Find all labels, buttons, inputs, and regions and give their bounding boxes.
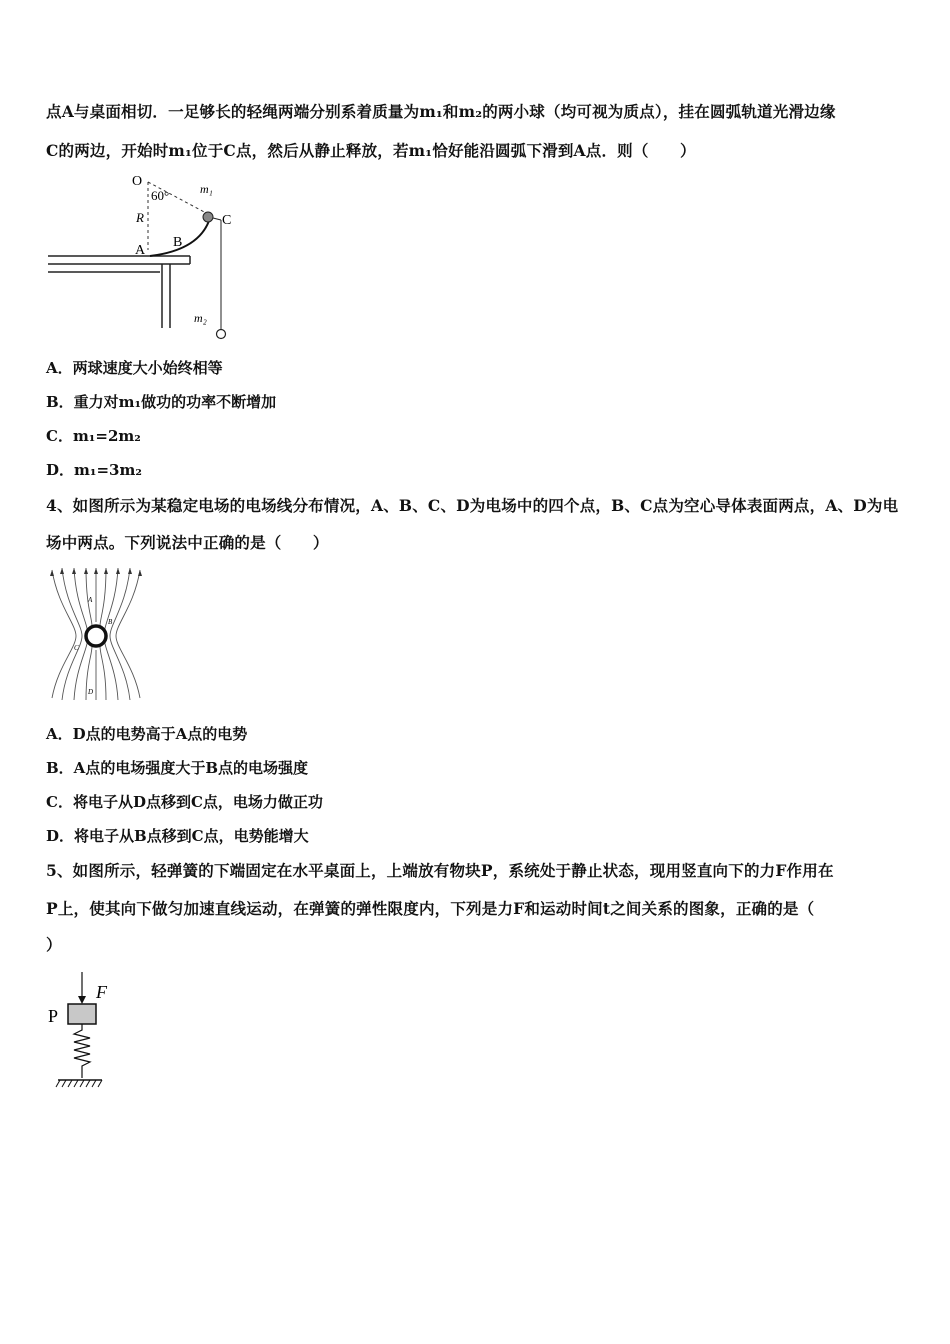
- label-angle: 60°: [151, 188, 170, 203]
- q3-text-line1: 点A与桌面相切．一足够长的轻绳两端分别系着质量为m₁和m₂的两小球（均可视为质点），挂在圆弧轨道光滑边缘: [46, 102, 836, 121]
- ball-m1: [203, 212, 213, 222]
- q4-text-line2: 场中两点。下列说法中正确的是（ ）: [46, 533, 329, 552]
- q5-figure-spring-block: [44, 970, 124, 1094]
- label-a: A: [135, 243, 146, 258]
- q3-option-c: C．m₁=2m₂: [46, 427, 141, 445]
- label-d: D: [88, 688, 94, 696]
- q5-text-line1: 5、如图所示，轻弹簧的下端固定在水平桌面上，上端放有物块P，系统处于静止状态，现用竖直向下的力F作用在: [46, 861, 834, 880]
- q3-figure-circular-track: [40, 168, 240, 344]
- q3-option-a: A．两球速度大小始终相等: [46, 359, 223, 377]
- label-c: C: [74, 644, 79, 652]
- label-a: A: [88, 596, 93, 604]
- q5-text-line3: ）: [46, 935, 62, 954]
- block-p: [68, 1004, 96, 1024]
- label-c: C: [222, 213, 232, 228]
- q4-text-line1: 4、如图所示为某稳定电场的电场线分布情况，A、B、C、D为电场中的四个点，B、C点为空心导体表面两点，A、D为电: [46, 496, 899, 515]
- q3-text-line2: C的两边，开始时m₁位于C点，然后从静止释放，若m₁恰好能沿圆弧下滑到A点．则（ ）: [46, 141, 696, 160]
- label-o: O: [132, 174, 143, 189]
- q3-option-d: D．m₁=3m₂: [46, 461, 142, 479]
- q4-option-d: D．将电子从B点移到C点，电势能增大: [46, 827, 309, 845]
- q4-option-a: A．D点的电势高于A点的电势: [46, 725, 248, 743]
- label-m1: m₁: [200, 182, 213, 196]
- q3-option-b: B．重力对m₁做功的功率不断增加: [46, 393, 277, 411]
- hollow-conductor: [86, 626, 106, 646]
- q4-option-c: C．将电子从D点移到C点，电场力做正功: [46, 793, 323, 811]
- label-f: F: [96, 982, 107, 1002]
- label-b: B: [108, 618, 113, 626]
- label-b: B: [173, 235, 183, 250]
- q4-option-b: B．A点的电场强度大于B点的电场强度: [46, 759, 308, 777]
- label-m2: m₂: [194, 311, 207, 325]
- ball-m2: [217, 330, 226, 339]
- label-p: P: [48, 1006, 59, 1026]
- label-r: R: [136, 210, 144, 225]
- spring: [74, 1024, 90, 1078]
- q5-text-line2: P上，使其向下做匀加速直线运动，在弹簧的弹性限度内，下列是力F和运动时间t之间关系的图象，正确的是（: [46, 899, 815, 918]
- q4-figure-electric-field: [46, 566, 146, 702]
